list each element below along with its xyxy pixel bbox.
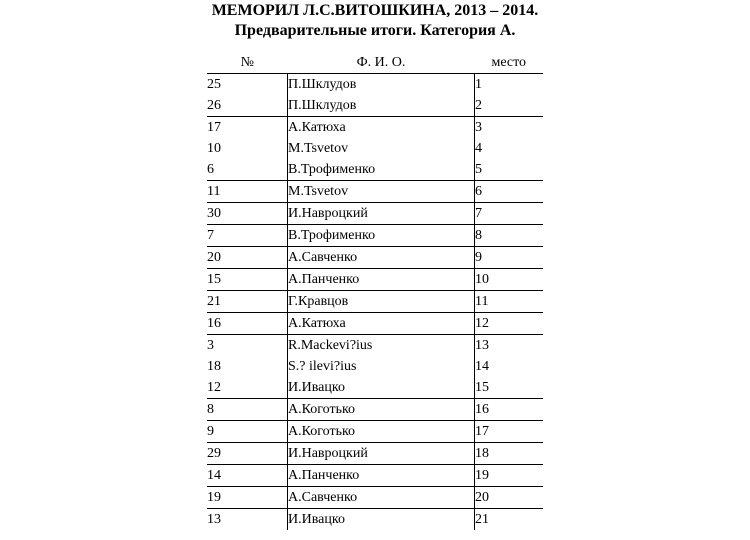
cell-place: 7 (475, 203, 544, 225)
cell-number: 25 (207, 77, 221, 92)
cell-place: 18 (475, 443, 544, 465)
table-row (207, 399, 543, 421)
table-row (207, 487, 543, 509)
column-header-number: № (207, 53, 288, 74)
cell-name: П.Шклудов (288, 74, 475, 96)
cell-place: 11 (475, 291, 544, 313)
cell-name: А.Панченко (288, 465, 475, 487)
cell-number: 29 (207, 443, 288, 465)
cell-place: 6 (475, 181, 544, 203)
cell-place: 13 (475, 338, 489, 353)
cell-name: Г.Кравцов (288, 291, 475, 313)
cell-number: 7 (207, 225, 288, 247)
cell-number: 18 (207, 359, 221, 374)
document-title: МЕМОРИЛ Л.С.ВИТОШКИНА, 2013 – 2014. (211, 2, 539, 19)
cell-place: 12 (475, 313, 544, 335)
cell-name: А.Панченко (288, 269, 475, 291)
cell-name: А.Савченко (288, 247, 475, 269)
cell-place: 19 (475, 465, 544, 487)
cell-name: В.Трофименко (288, 225, 475, 247)
cell-name: А.Коготько (288, 399, 475, 421)
cell-number: 30 (207, 203, 288, 225)
table-row (207, 159, 543, 181)
table-row (207, 225, 543, 247)
table-row (207, 247, 543, 269)
cell-number: 6 (207, 159, 288, 181)
cell-place: 20 (475, 487, 544, 509)
table-row (207, 269, 543, 291)
cell-place: 2 (475, 95, 544, 117)
table-row (207, 465, 543, 487)
table-row (207, 203, 543, 225)
cell-number: 3 (207, 338, 214, 353)
results-table (207, 53, 543, 530)
table-row (207, 95, 543, 117)
cell-place: 16 (475, 399, 544, 421)
cell-number: 13 (207, 512, 221, 527)
cell-name: И.Ивацко (288, 509, 475, 531)
cell-name: M.Tsvetov (288, 181, 475, 203)
cell-number: 17 (207, 120, 221, 135)
cell-place: 3 (475, 120, 482, 135)
cell-name: А.Коготько (288, 421, 475, 443)
table-row (207, 377, 543, 399)
cell-number: 10 (207, 141, 221, 156)
table-row (207, 356, 543, 377)
table-row (207, 138, 543, 159)
cell-name: И.Навроцкий (288, 443, 475, 465)
cell-name: А.Савченко (288, 487, 475, 509)
cell-place: 5 (475, 159, 544, 181)
cell-name: M.Tsvetov (288, 138, 475, 159)
table-row (207, 181, 543, 203)
table-row (207, 117, 543, 139)
column-header-name: Ф. И. О. (288, 53, 475, 74)
cell-number: 21 (207, 291, 288, 313)
cell-number: 19 (207, 487, 288, 509)
cell-place: 9 (475, 247, 544, 269)
cell-number: 20 (207, 247, 288, 269)
cell-place: 17 (475, 421, 544, 443)
cell-name: А.Катюха (288, 117, 475, 139)
cell-name: П.Шклудов (288, 95, 475, 117)
cell-number: 16 (207, 313, 288, 335)
cell-place: 4 (475, 141, 482, 156)
table-header-row (207, 53, 543, 74)
cell-name: S.? ilevi?ius (288, 356, 475, 377)
cell-number: 26 (207, 95, 288, 117)
table-row (207, 74, 543, 96)
column-header-place: место (475, 53, 544, 74)
cell-name: R.Mackevi?ius (288, 335, 475, 357)
cell-place: 1 (475, 77, 482, 92)
document-subtitle: Предварительные итоги. Категория А. (234, 22, 516, 39)
cell-name: А.Катюха (288, 313, 475, 335)
cell-name: И.Навроцкий (288, 203, 475, 225)
cell-place: 15 (475, 377, 544, 399)
table-row (207, 335, 543, 357)
table-row (207, 421, 543, 443)
table-row (207, 509, 543, 531)
table-row (207, 291, 543, 313)
cell-name: В.Трофименко (288, 159, 475, 181)
cell-number: 11 (207, 181, 288, 203)
cell-place: 14 (475, 359, 489, 374)
cell-number: 12 (207, 377, 288, 399)
cell-number: 15 (207, 269, 288, 291)
cell-number: 9 (207, 421, 288, 443)
table-row (207, 443, 543, 465)
results-table-body (207, 74, 543, 531)
cell-number: 8 (207, 399, 288, 421)
cell-place: 8 (475, 225, 544, 247)
cell-name: И.Ивацко (288, 377, 475, 399)
cell-number: 14 (207, 465, 288, 487)
cell-place: 10 (475, 269, 544, 291)
cell-place: 21 (475, 512, 489, 527)
table-row (207, 313, 543, 335)
